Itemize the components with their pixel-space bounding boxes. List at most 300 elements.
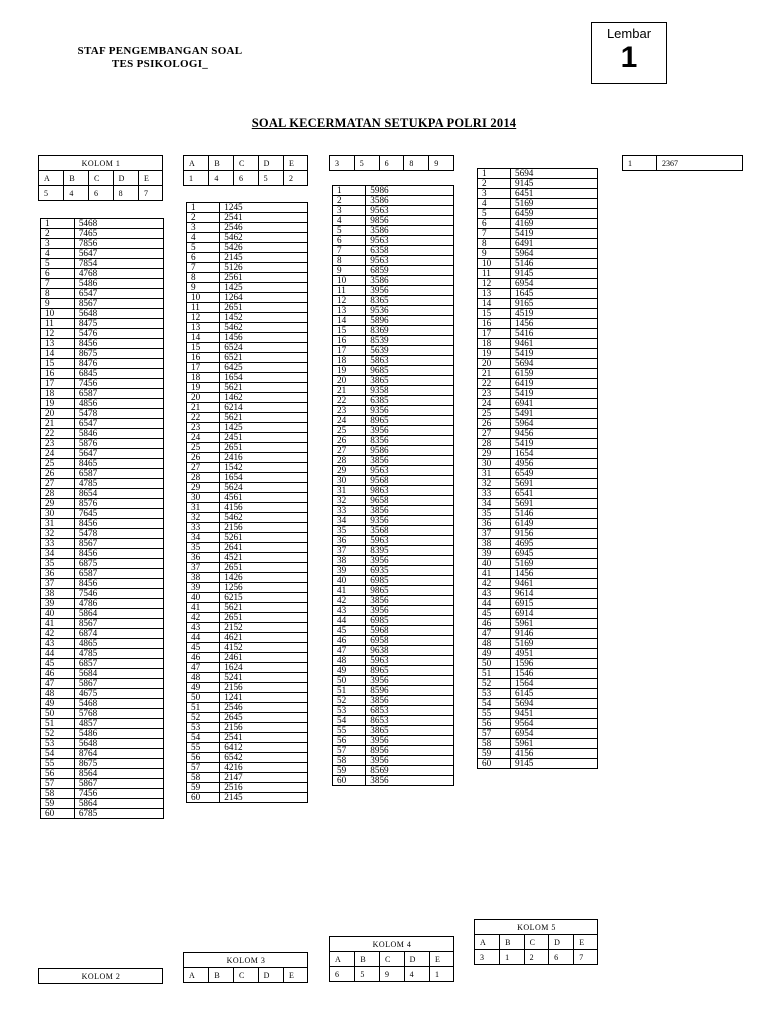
question-value: 6521 (220, 353, 308, 363)
question-row (41, 569, 164, 579)
question-value: 5419 (511, 229, 598, 239)
question-row (478, 229, 598, 239)
question-value: 5468 (74, 699, 163, 709)
question-row (478, 569, 598, 579)
question-number: 36 (478, 519, 511, 529)
key-kolom-1-letter-cell: B (64, 171, 89, 186)
question-number: 6 (41, 269, 75, 279)
key-kolom-5-digits (475, 950, 598, 965)
question-value: 5486 (74, 729, 163, 739)
question-number: 44 (187, 633, 220, 643)
question-row (478, 529, 598, 539)
question-number: 48 (333, 656, 366, 666)
key-kolom-1-digit-cell: 6 (89, 186, 114, 201)
key-2-letter-cell: E (284, 156, 308, 171)
question-row (333, 676, 454, 686)
question-row (333, 306, 454, 316)
question-value: 1245 (220, 203, 308, 213)
question-value: 2156 (220, 683, 308, 693)
question-row (478, 289, 598, 299)
question-value: 5639 (366, 346, 454, 356)
question-number: 53 (478, 689, 511, 699)
key-kolom-5-digit-cell: 2 (524, 950, 548, 965)
question-number: 52 (41, 729, 75, 739)
question-value: 5684 (74, 669, 163, 679)
question-value: 7856 (74, 239, 163, 249)
question-value: 8567 (74, 619, 163, 629)
question-row (333, 406, 454, 416)
question-row (333, 596, 454, 606)
question-row (333, 346, 454, 356)
question-row (478, 399, 598, 409)
question-row (333, 756, 454, 766)
key-kolom-3-letter-cell: D (258, 968, 283, 983)
question-value: 6874 (74, 629, 163, 639)
question-value: 4156 (220, 503, 308, 513)
question-row (333, 536, 454, 546)
question-value: 9614 (511, 589, 598, 599)
question-value: 7456 (74, 379, 163, 389)
question-number: 20 (187, 393, 220, 403)
question-number: 20 (41, 409, 75, 419)
question-row (187, 343, 308, 353)
question-value: 2145 (220, 253, 308, 263)
question-number: 25 (478, 409, 511, 419)
question-value: 6524 (220, 343, 308, 353)
question-row (333, 356, 454, 366)
key-kolom-4-label: KOLOM 4 (330, 937, 454, 952)
question-value: 5896 (366, 316, 454, 326)
question-value: 6958 (366, 636, 454, 646)
question-row (41, 469, 164, 479)
key-kolom-5-letter-cell: D (549, 935, 574, 950)
question-value: 5476 (74, 329, 163, 339)
question-value: 3956 (366, 606, 454, 616)
question-row (187, 683, 308, 693)
question-value: 6419 (511, 379, 598, 389)
key-kolom-3-letters (184, 968, 308, 983)
question-number: 14 (41, 349, 75, 359)
key-table-kolom-4 (329, 936, 454, 982)
question-value: 5691 (511, 479, 598, 489)
question-value: 7465 (74, 229, 163, 239)
key-table-kolom-2 (38, 968, 163, 984)
question-row (333, 736, 454, 746)
question-value: 9568 (366, 476, 454, 486)
question-value: 5478 (74, 529, 163, 539)
question-value: 5648 (74, 309, 163, 319)
question-row (187, 663, 308, 673)
key-table-right (622, 155, 743, 171)
question-number: 39 (187, 583, 220, 593)
question-number: 4 (478, 199, 511, 209)
question-row (478, 249, 598, 259)
question-value: 9358 (366, 386, 454, 396)
question-row (41, 719, 164, 729)
question-value: 4152 (220, 643, 308, 653)
question-number: 31 (187, 503, 220, 513)
key-3-symbol-cell: 8 (404, 156, 429, 171)
org-line-1: STAF PENGEMBANGAN SOAL (77, 45, 243, 57)
question-number: 8 (187, 273, 220, 283)
question-number: 4 (333, 216, 366, 226)
key-table-2 (183, 155, 308, 186)
question-value: 2461 (220, 653, 308, 663)
question-number: 8 (478, 239, 511, 249)
question-number: 47 (41, 679, 75, 689)
question-number: 8 (41, 289, 75, 299)
question-row (41, 769, 164, 779)
question-number: 23 (187, 423, 220, 433)
question-value: 8475 (74, 319, 163, 329)
question-value: 5146 (511, 259, 598, 269)
question-number: 39 (478, 549, 511, 559)
question-row (478, 489, 598, 499)
key-right-value: 2367 (657, 156, 743, 171)
page-title: SOAL KECERMATAN SETUKPA POLRI 2014 (251, 116, 517, 130)
question-row (187, 603, 308, 613)
question-value: 5261 (220, 533, 308, 543)
key-kolom-4-letter-cell: B (355, 952, 380, 967)
question-number: 24 (41, 449, 75, 459)
question-number: 45 (333, 626, 366, 636)
question-row (333, 566, 454, 576)
question-value: 9356 (366, 516, 454, 526)
key-kolom-4-digit-cell: 1 (430, 967, 454, 982)
question-number: 17 (478, 329, 511, 339)
question-number: 34 (333, 516, 366, 526)
question-value: 9146 (511, 629, 598, 639)
question-number: 33 (333, 506, 366, 516)
question-value: 9461 (511, 579, 598, 589)
question-row (187, 223, 308, 233)
question-number: 38 (41, 589, 75, 599)
question-row (41, 639, 164, 649)
question-row (187, 453, 308, 463)
question-row (41, 349, 164, 359)
key-kolom-4-letters (330, 952, 454, 967)
question-row (41, 359, 164, 369)
question-number: 57 (478, 729, 511, 739)
question-number: 12 (187, 313, 220, 323)
question-row (187, 573, 308, 583)
question-number: 29 (333, 466, 366, 476)
question-number: 53 (333, 706, 366, 716)
question-number: 54 (333, 716, 366, 726)
question-value: 4786 (74, 599, 163, 609)
question-number: 18 (187, 373, 220, 383)
question-number: 5 (187, 243, 220, 253)
question-value: 5624 (220, 483, 308, 493)
question-number: 3 (41, 239, 75, 249)
question-row (333, 556, 454, 566)
question-value: 3586 (366, 226, 454, 236)
question-value: 8567 (74, 539, 163, 549)
question-number: 22 (333, 396, 366, 406)
question-number: 7 (333, 246, 366, 256)
question-row (333, 486, 454, 496)
question-row (478, 319, 598, 329)
question-number: 36 (333, 536, 366, 546)
question-number: 28 (41, 489, 75, 499)
question-number: 27 (478, 429, 511, 439)
key-kolom-4-digit-cell: 5 (355, 967, 380, 982)
question-row (187, 693, 308, 703)
question-value: 4865 (74, 639, 163, 649)
question-number: 29 (187, 483, 220, 493)
question-row (41, 449, 164, 459)
question-number: 9 (478, 249, 511, 259)
question-number: 11 (478, 269, 511, 279)
question-number: 6 (333, 236, 366, 246)
question-value: 2641 (220, 543, 308, 553)
question-number: 26 (478, 419, 511, 429)
question-row (41, 379, 164, 389)
question-number: 18 (478, 339, 511, 349)
question-value: 5694 (511, 699, 598, 709)
question-row (41, 679, 164, 689)
question-value: 5169 (511, 639, 598, 649)
key-kolom-2-label: KOLOM 2 (39, 969, 163, 984)
question-row (187, 623, 308, 633)
key-2-letter-cell: D (258, 156, 283, 171)
question-row (333, 236, 454, 246)
question-value: 5169 (511, 199, 598, 209)
key-kolom-1-digits (39, 186, 163, 201)
question-value: 3956 (366, 556, 454, 566)
question-number: 59 (41, 799, 75, 809)
question-row (333, 326, 454, 336)
key-kolom-1-letter-cell: E (139, 171, 163, 186)
question-row (187, 793, 308, 803)
key-kolom-4-digits (330, 967, 454, 982)
question-row (478, 649, 598, 659)
question-value: 3586 (366, 196, 454, 206)
question-number: 14 (478, 299, 511, 309)
question-value: 9638 (366, 646, 454, 656)
question-value: 6459 (511, 209, 598, 219)
question-value: 9145 (511, 269, 598, 279)
question-row (333, 336, 454, 346)
question-value: 2546 (220, 223, 308, 233)
key-kolom-4-digit-cell: 4 (404, 967, 429, 982)
question-value: 6587 (74, 569, 163, 579)
question-value: 3856 (366, 456, 454, 466)
key-kolom-4-digit-cell: 6 (330, 967, 355, 982)
question-value: 8567 (74, 299, 163, 309)
question-number: 30 (187, 493, 220, 503)
question-row (478, 589, 598, 599)
key-2-letter-cell: C (234, 156, 259, 171)
question-number: 57 (41, 779, 75, 789)
key-kolom-5-letter-cell: B (500, 935, 524, 950)
question-number: 30 (478, 459, 511, 469)
key-2-digit-cell: 1 (184, 171, 209, 186)
question-number: 43 (41, 639, 75, 649)
question-number: 40 (187, 593, 220, 603)
question-number: 27 (187, 463, 220, 473)
question-number: 34 (478, 499, 511, 509)
question-value: 4951 (511, 649, 598, 659)
question-row (187, 513, 308, 523)
question-row (478, 309, 598, 319)
organization-header (40, 45, 280, 71)
question-row (187, 613, 308, 623)
question-value: 8965 (366, 416, 454, 426)
key-kolom-3-letter-cell: E (284, 968, 308, 983)
question-number: 40 (478, 559, 511, 569)
question-number: 32 (187, 513, 220, 523)
question-value: 1456 (511, 319, 598, 329)
question-value: 5864 (74, 609, 163, 619)
question-number: 1 (187, 203, 220, 213)
question-number: 9 (333, 266, 366, 276)
question-number: 10 (478, 259, 511, 269)
question-row (187, 363, 308, 373)
question-value: 3956 (366, 286, 454, 296)
question-value: 4956 (511, 459, 598, 469)
question-row (187, 433, 308, 443)
question-value: 2651 (220, 563, 308, 573)
question-value: 8764 (74, 749, 163, 759)
question-row (187, 783, 308, 793)
question-row (478, 519, 598, 529)
question-row (187, 673, 308, 683)
question-value: 4785 (74, 479, 163, 489)
question-row (41, 329, 164, 339)
question-row (333, 186, 454, 196)
question-row (478, 339, 598, 349)
question-row (187, 703, 308, 713)
question-number: 19 (478, 349, 511, 359)
question-value: 2645 (220, 713, 308, 723)
question-row (41, 609, 164, 619)
question-number: 10 (187, 293, 220, 303)
question-number: 21 (187, 403, 220, 413)
question-row (478, 599, 598, 609)
question-number: 45 (41, 659, 75, 669)
question-value: 5462 (220, 513, 308, 523)
question-row (333, 616, 454, 626)
question-value: 5648 (74, 739, 163, 749)
question-row (478, 359, 598, 369)
key-3-symbol-cell: 3 (330, 156, 355, 171)
question-number: 9 (187, 283, 220, 293)
question-row (41, 779, 164, 789)
question-number: 35 (41, 559, 75, 569)
question-number: 48 (478, 639, 511, 649)
key-2-digit-cell: 6 (234, 171, 259, 186)
question-number: 51 (41, 719, 75, 729)
question-number: 32 (333, 496, 366, 506)
question-value: 5694 (511, 359, 598, 369)
question-row (333, 716, 454, 726)
question-row (41, 629, 164, 639)
question-value: 9456 (511, 429, 598, 439)
question-value: 9356 (366, 406, 454, 416)
question-value: 6549 (511, 469, 598, 479)
question-value: 9586 (366, 446, 454, 456)
question-value: 2516 (220, 783, 308, 793)
question-number: 13 (41, 339, 75, 349)
question-value: 8456 (74, 519, 163, 529)
question-row (41, 249, 164, 259)
question-value: 2145 (220, 793, 308, 803)
question-number: 50 (478, 659, 511, 669)
question-row (333, 456, 454, 466)
question-row (478, 619, 598, 629)
key-kolom-3-letter-cell: B (209, 968, 234, 983)
question-value: 2651 (220, 613, 308, 623)
question-value: 6859 (366, 266, 454, 276)
question-row (41, 219, 164, 229)
question-number: 49 (41, 699, 75, 709)
question-value: 3856 (366, 696, 454, 706)
question-row (187, 713, 308, 723)
question-row (187, 493, 308, 503)
question-number: 24 (333, 416, 366, 426)
question-number: 29 (478, 449, 511, 459)
question-value: 5863 (366, 356, 454, 366)
question-row (187, 203, 308, 213)
question-value: 8395 (366, 546, 454, 556)
question-value: 6385 (366, 396, 454, 406)
question-row (41, 539, 164, 549)
question-row (333, 206, 454, 216)
question-row (333, 256, 454, 266)
question-number: 44 (333, 616, 366, 626)
question-row (187, 403, 308, 413)
question-value: 5647 (74, 449, 163, 459)
key-kolom-1-label: KOLOM 1 (39, 156, 163, 171)
key-kolom-3-label: KOLOM 3 (184, 953, 308, 968)
key-2-digit-cell: 2 (284, 171, 308, 186)
question-number: 46 (333, 636, 366, 646)
question-value: 3865 (366, 726, 454, 736)
question-number: 42 (333, 596, 366, 606)
question-value: 1425 (220, 423, 308, 433)
question-row (41, 489, 164, 499)
question-number: 44 (41, 649, 75, 659)
question-value: 4621 (220, 633, 308, 643)
question-value: 5462 (220, 233, 308, 243)
question-value: 9536 (366, 306, 454, 316)
sheet-number: 1 (620, 41, 638, 74)
question-row (41, 589, 164, 599)
question-value: 2152 (220, 623, 308, 633)
question-row (41, 389, 164, 399)
question-value: 5867 (74, 679, 163, 689)
question-row (478, 479, 598, 489)
question-number: 41 (333, 586, 366, 596)
question-row (41, 599, 164, 609)
question-row (187, 383, 308, 393)
key-kolom-1-letter-cell: D (113, 171, 138, 186)
question-row (41, 409, 164, 419)
question-value: 4216 (220, 763, 308, 773)
question-value: 2651 (220, 443, 308, 453)
question-row (187, 583, 308, 593)
question-row (41, 619, 164, 629)
question-value: 1654 (511, 449, 598, 459)
question-value: 8965 (366, 666, 454, 676)
question-number: 3 (333, 206, 366, 216)
question-row (333, 586, 454, 596)
question-number: 27 (41, 479, 75, 489)
question-number: 50 (187, 693, 220, 703)
key-kolom-5-digit-cell: 3 (475, 950, 500, 965)
question-row (187, 533, 308, 543)
